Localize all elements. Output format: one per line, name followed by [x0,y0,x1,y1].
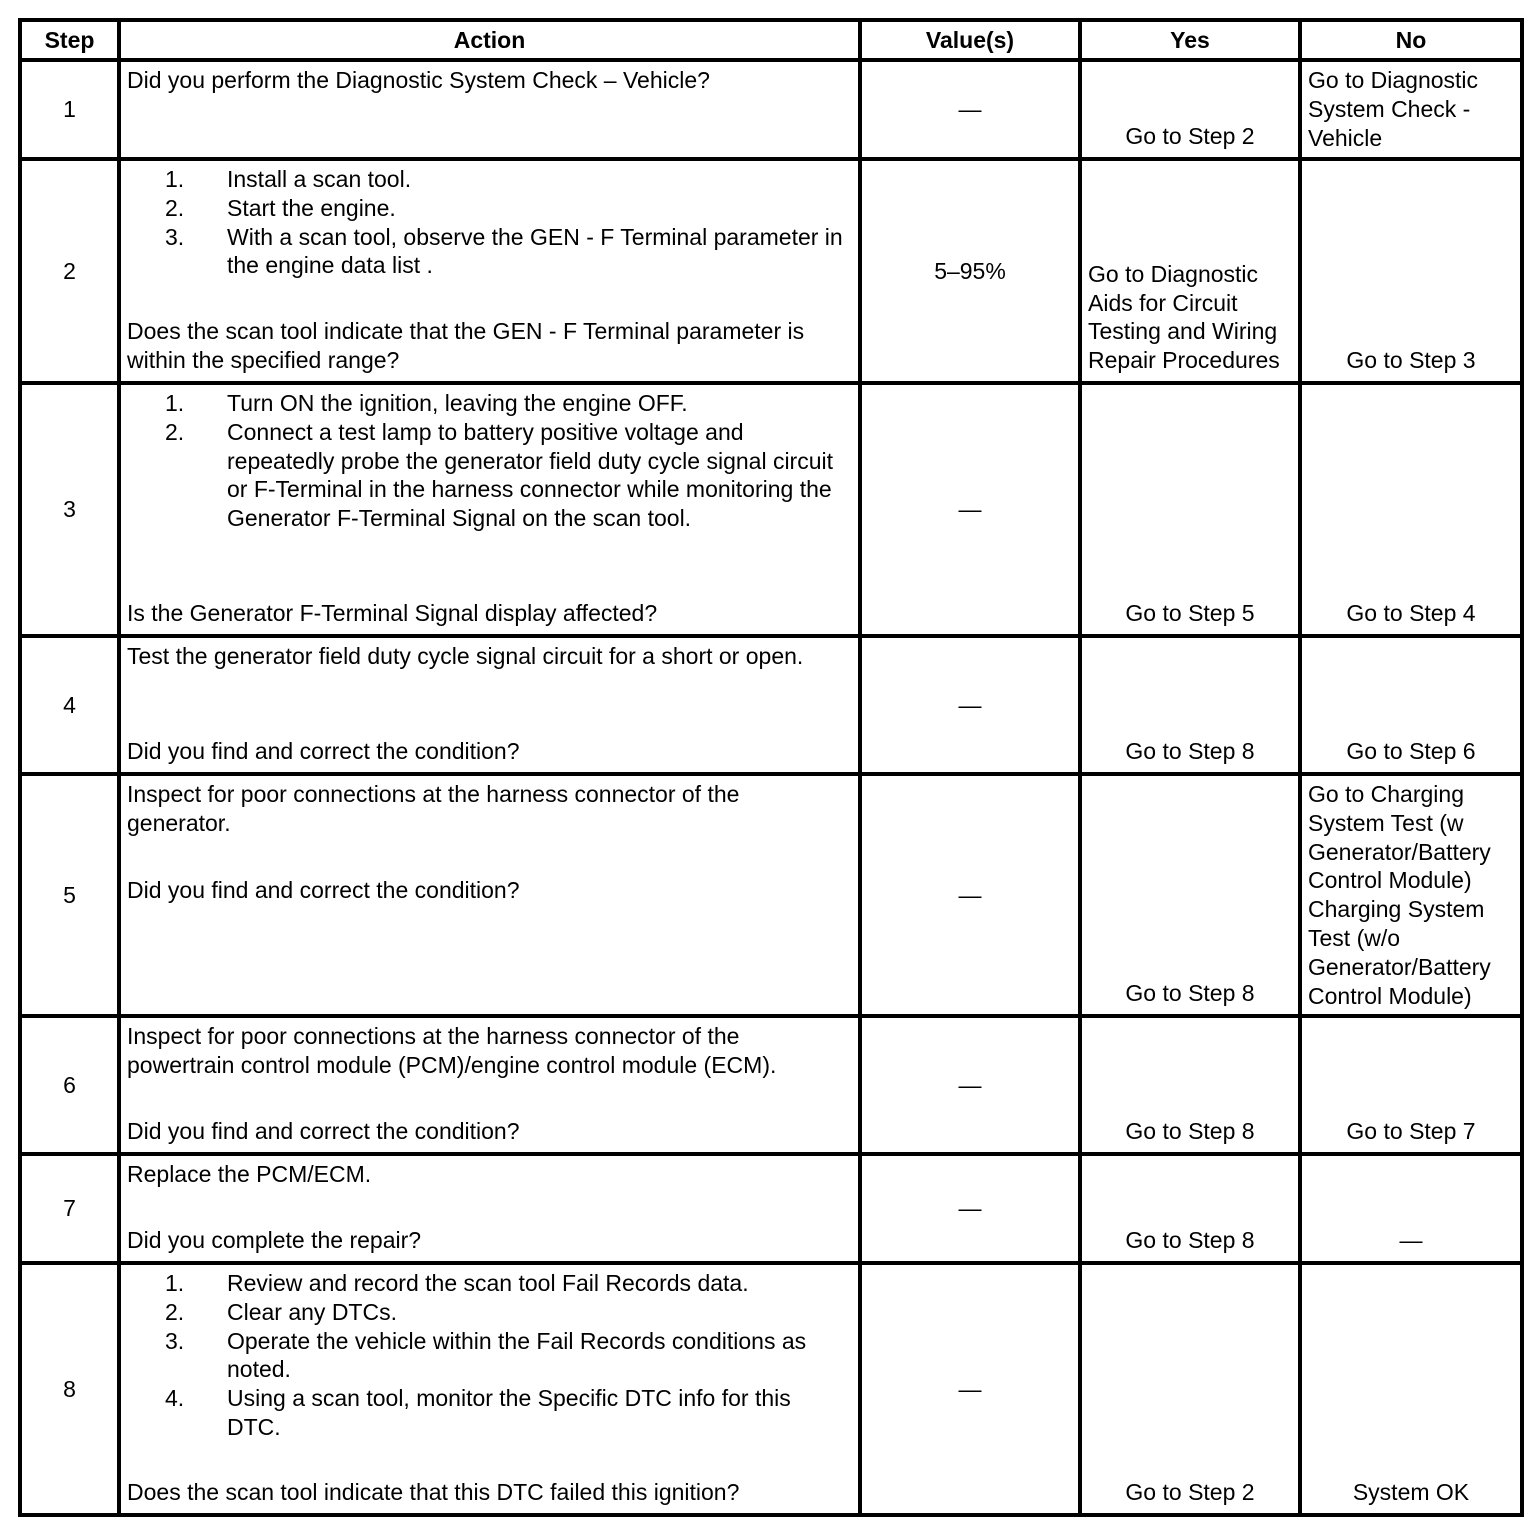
action-cell [119,1154,860,1263]
yes-cell [1080,774,1300,1016]
step-number: 7 [20,1154,119,1263]
no-cell [1300,1016,1522,1154]
yes-link[interactable]: Go to Step 8 [1125,738,1255,765]
value-cell: — [860,1016,1080,1154]
no-cell [1300,636,1522,774]
action-text: Replace the PCM/ECM. [127,1161,372,1187]
step-number: 6 [20,1016,119,1154]
diagnostic-table [18,18,1524,1517]
table-row [20,383,1522,636]
no-cell [1300,774,1522,1016]
table-row [20,1016,1522,1154]
no-link[interactable]: Go to Step 6 [1346,738,1476,765]
step-number: 4 [20,636,119,774]
no-value: — [1399,1227,1423,1254]
yes-cell [1080,1263,1300,1515]
step-number: 3 [20,383,119,636]
no-link[interactable]: Go to Step 7 [1346,1118,1476,1145]
action-steps [127,165,846,280]
value-cell: — [860,1263,1080,1515]
action-cell [119,383,860,636]
yes-cell [1080,383,1300,636]
action-cell [119,774,860,1016]
yes-link[interactable]: Go to Diagnostic Aids for Circuit Testing and Wiring Repair Procedures [1088,260,1280,374]
action-cell [119,60,860,159]
step-number: 2 [20,159,119,383]
action-text: Inspect for poor connections at the harness connector of the generator. [127,781,740,836]
action-text: Test the generator field duty cycle signal circuit for a short or open. [127,643,804,669]
no-cell [1300,1263,1522,1515]
table-row [20,60,1522,159]
step-number: 1 [20,60,119,159]
list-item: 1. Turn ON the ignition, leaving the engine OFF. [165,390,688,416]
value-cell: — [860,1154,1080,1263]
value-cell: — [860,60,1080,159]
no-link[interactable]: Go to Charging System Test (w Generator/Battery Control Module) Charging System Test (w/o Generator/Battery Control Module) [1308,781,1491,1009]
action-cell [119,1263,860,1515]
yes-link[interactable]: Go to Step 8 [1125,980,1255,1007]
no-link[interactable]: Go to Step 3 [1346,347,1476,374]
value-cell: — [860,774,1080,1016]
header-step: Step [20,20,119,60]
value-cell: 5–95% [860,159,1080,383]
yes-cell [1080,1154,1300,1263]
action-cell [119,636,860,774]
no-link[interactable]: Go to Step 4 [1346,600,1476,627]
action-question: Did you find and correct the condition? [127,1118,520,1145]
header-values: Value(s) [860,20,1080,60]
action-question: Is the Generator F-Terminal Signal display affected? [127,600,658,627]
list-item: 3. With a scan tool, observe the GEN - F Terminal parameter in the engine data list . [165,223,843,279]
list-item: 2. Connect a test lamp to battery positive voltage and repeatedly probe the generator field duty cycle signal circuit or F-Terminal in the harness connector while monitoring the Generator F-Terminal Signal on the scan tool. [165,418,834,532]
header-action: Action [119,20,860,60]
list-item: 2. Start the engine. [165,194,396,221]
yes-link[interactable]: Go to Step 2 [1125,1479,1255,1506]
action-question: Does the scan tool indicate that the GEN - F Terminal parameter is within the specified range? [127,318,805,374]
list-item: 2. Clear any DTCs. [165,1298,397,1325]
yes-link[interactable]: Go to Step 2 [1125,123,1255,150]
action-steps [127,389,846,533]
step-number: 8 [20,1263,119,1515]
action-cell [119,1016,860,1154]
table-row [20,1263,1522,1515]
action-question: Does the scan tool indicate that this DTC failed this ignition? [127,1479,740,1506]
no-cell [1300,159,1522,383]
action-text: Did you perform the Diagnostic System Check – Vehicle? [127,67,710,93]
action-question: Did you find and correct the condition? [127,876,520,903]
action-text: Inspect for poor connections at the harness connector of the powertrain control module (PCM)/engine control module (ECM). [127,1023,777,1078]
table-row [20,1154,1522,1263]
yes-cell [1080,159,1300,383]
step-number: 5 [20,774,119,1016]
yes-link[interactable]: Go to Step 8 [1125,1118,1255,1145]
header-yes: Yes [1080,20,1300,60]
table-row [20,636,1522,774]
table-header-row [20,20,1522,60]
yes-link[interactable]: Go to Step 5 [1125,600,1255,627]
yes-cell [1080,60,1300,159]
no-link[interactable]: Go to Diagnostic System Check - Vehicle [1308,67,1479,151]
action-question: Did you complete the repair? [127,1227,422,1254]
action-question: Did you find and correct the condition? [127,738,520,765]
action-cell [119,159,860,383]
value-cell: — [860,383,1080,636]
yes-cell [1080,636,1300,774]
list-item: 1. Install a scan tool. [165,166,412,192]
action-steps [127,1269,846,1442]
table-row [20,159,1522,383]
no-result: System OK [1352,1479,1470,1506]
list-item: 4. Using a scan tool, monitor the Specific DTC info for this DTC. [165,1385,791,1440]
table-row [20,774,1522,1016]
header-no: No [1300,20,1522,60]
yes-cell [1080,1016,1300,1154]
list-item: 3. Operate the vehicle within the Fail Records conditions as noted. [165,1327,807,1383]
value-cell: — [860,636,1080,774]
list-item: 1. Review and record the scan tool Fail Records data. [165,1270,749,1296]
no-cell [1300,1154,1522,1263]
no-cell [1300,60,1522,159]
no-cell [1300,383,1522,636]
yes-link[interactable]: Go to Step 8 [1125,1227,1255,1254]
